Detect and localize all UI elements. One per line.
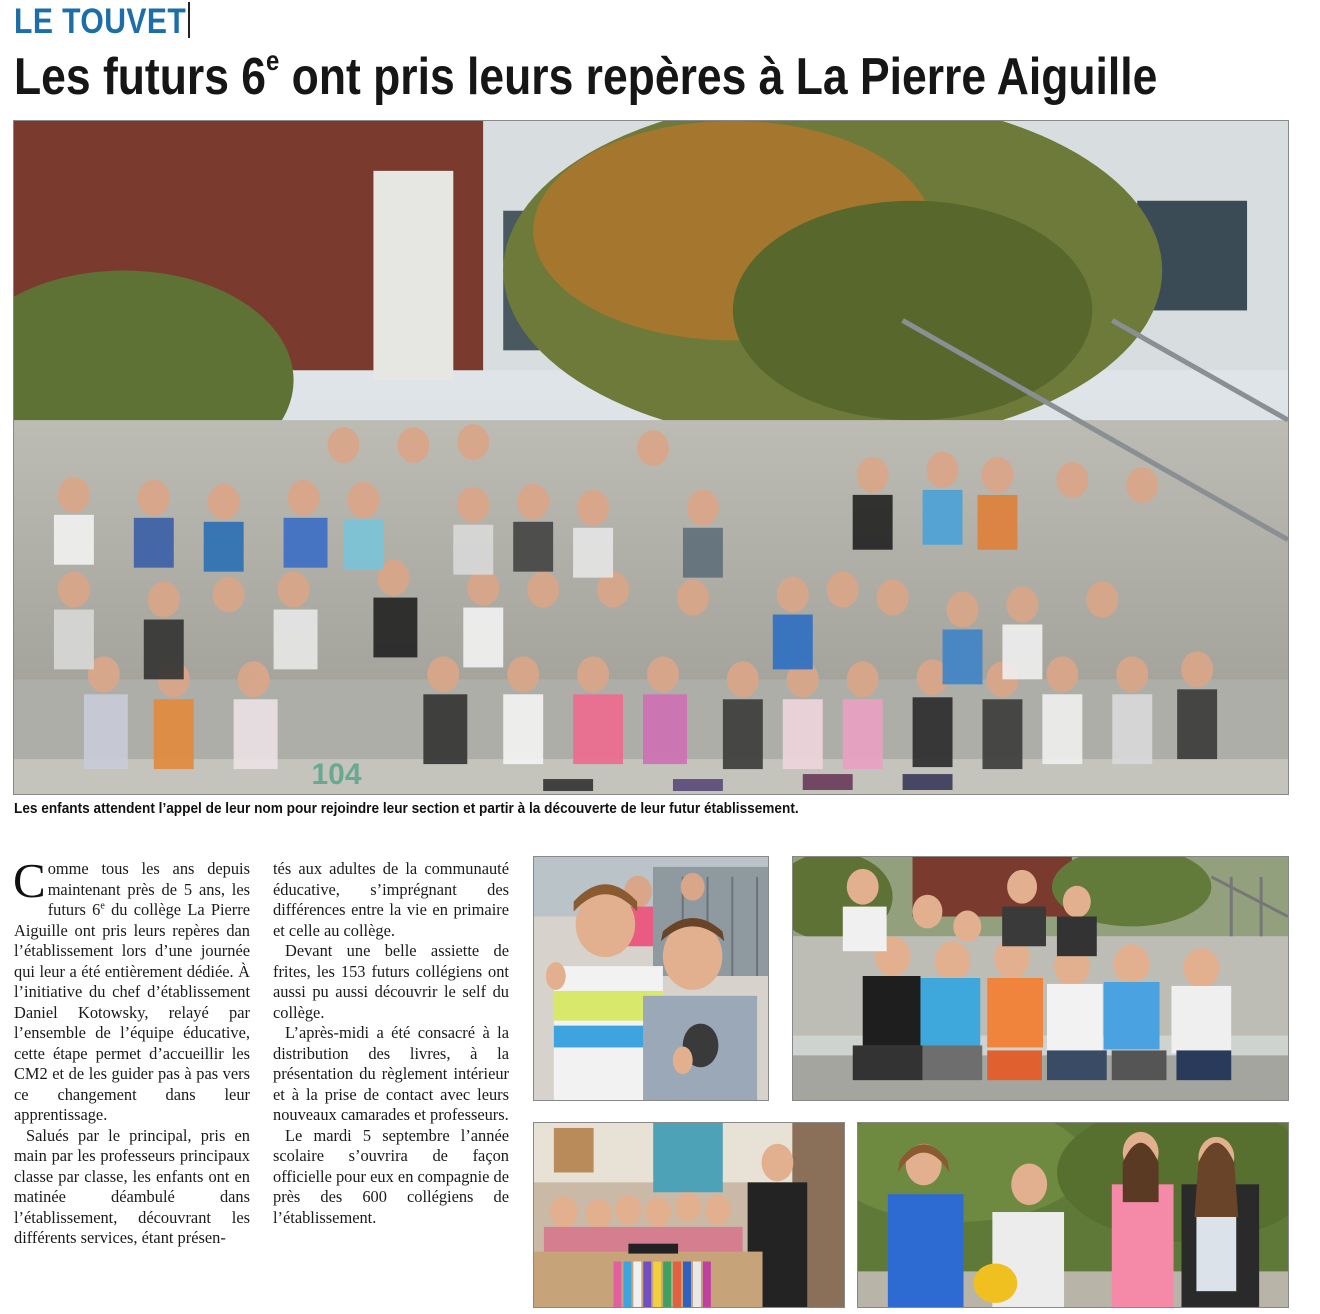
headline-part-2: ont pris leurs repères à La Pierre Aiguille [279,48,1158,106]
section-rubric [14,2,214,42]
photo-classroom-image [534,1123,844,1307]
article-paragraph-1 [13,853,250,1126]
photo-outdoor-children [857,1122,1289,1308]
article-paragraph-6: Le mardi 5 septembre l’année scolaire s’ouvrira de façon officielle pour eux en compagnie de près des 600 collégiens de l’établissement. [273,1125,509,1227]
paragraph-text: omme tous les ans depuis maintenant près de 5 ans, les futurs 6 [47,859,250,919]
article-paragraph-2: Salués par le principal, pris en main par les professeurs principaux classe par classe, les enfants ont en matinée déambulé dans l’établissement, découvrant les différents services, étant présen- [14,1125,250,1247]
rubric-label: LE TOUVET [14,2,187,41]
article-paragraph-3: tés aux adultes de la communauté éducative, s’imprégnant des différences entre la vie en primaire et celle au collège. [273,859,509,940]
paragraph-text: du collège La Pierre Aiguille ont pris leurs repères dan l’établissement lors d’une journée qui leur a été entièrement dédiée. À l’initiative du chef d’établissement Daniel Kotowsky, relayé par l’ensemble de l’équipe éducative, cette étape permet d’accueillir les CM2 et de les guider pas à pas vers ce changement dans leur apprentissage. [14,900,250,1124]
paragraph-superscript: e [100,900,105,912]
article-column-2 [273,859,509,1228]
photo-caption: Les enfants attendent l’appel de leur nom pour rejoindre leur section et partir à la découverte de leur futur établissement. [14,801,799,817]
rubric-divider [188,2,190,38]
photo-outdoor-children-image [858,1123,1288,1307]
headline-superscript: e [265,45,280,76]
article-column-1 [13,853,250,1249]
main-photo-image [14,121,1288,794]
main-photo [13,120,1289,795]
photo-boys-group [792,856,1289,1101]
drop-cap: C [13,853,46,908]
photo-two-boys-image [534,857,768,1100]
headline-part-1: Les futurs 6 [14,48,266,106]
photo-classroom [533,1122,845,1308]
photo-boys-group-image [793,857,1288,1100]
article-paragraph-4: Devant une belle assiette de frites, les 153 futurs collégiens ont aussi pu aussi découvrir le self du collège. [273,941,509,1022]
article-paragraph-5: L’après-midi a été consacré à la distribution des livres, à la présentation du règlement intérieur et à la prise de contact avec leurs nouveaux camarades et professeurs. [273,1023,509,1124]
photo-two-boys [533,856,769,1101]
stencil-number: 104 [311,758,362,792]
headline [14,46,1157,108]
